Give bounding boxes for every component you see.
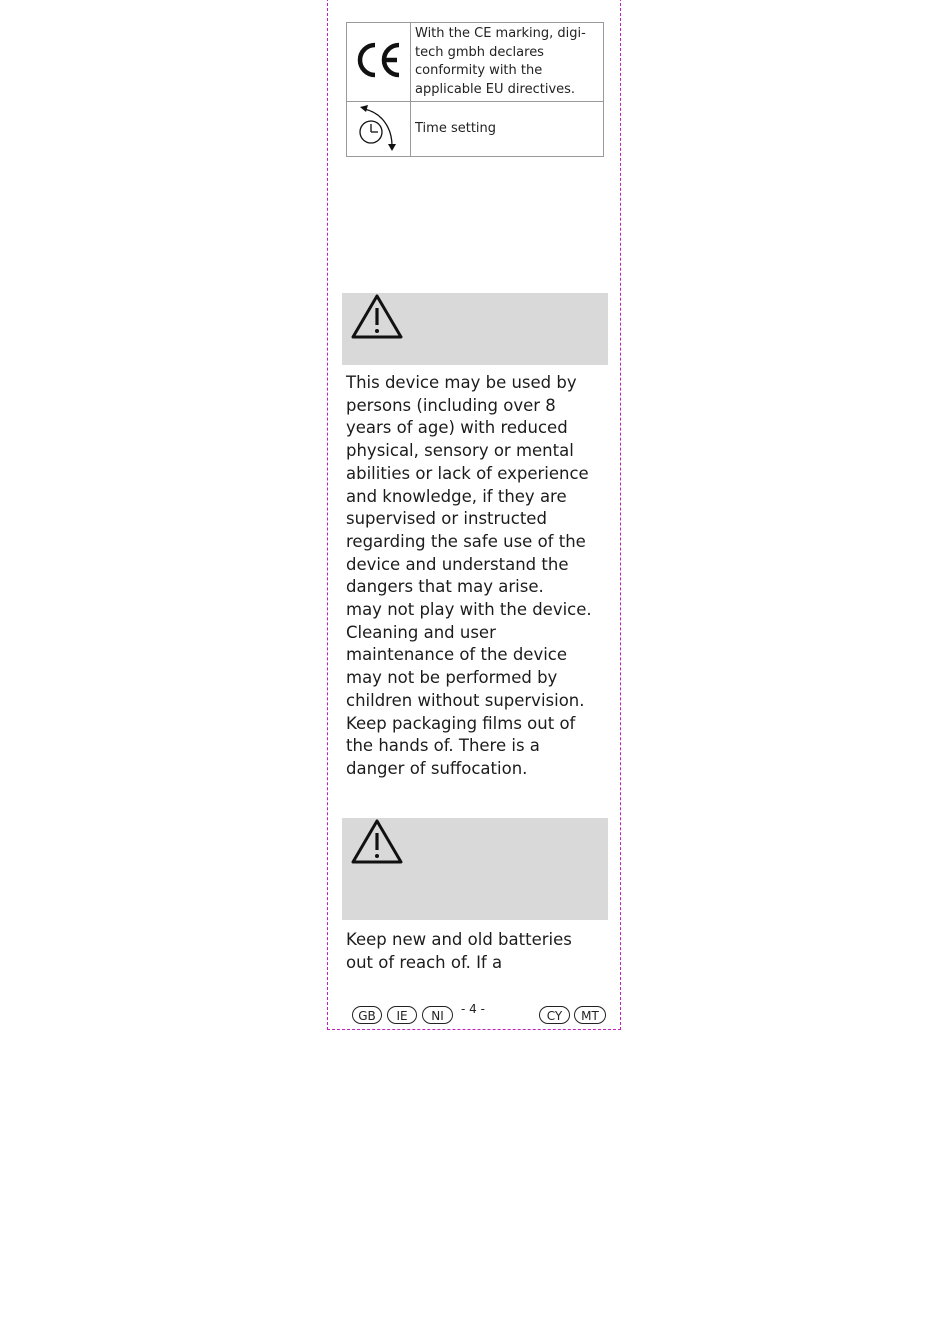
child-safety-text — [346, 372, 602, 781]
country-badge-ni: NI — [422, 1006, 453, 1024]
time-setting-description: Time setting — [411, 102, 604, 157]
country-badge-ie: IE — [387, 1006, 417, 1024]
ce-mark-icon — [354, 65, 404, 84]
table-row — [347, 102, 604, 157]
safety-text-part-4: . There is a danger of suffocation. — [346, 736, 540, 778]
symbols-table — [346, 22, 604, 157]
safety-text-part-2: over 8 years of age) with reduced physical, sensory or mental abilities or lack of experience and knowledge, if they are supervised or instructed regarding the safe use of the device and understand the dangers that may arise. — [346, 395, 589, 597]
page-footer — [350, 1002, 608, 1026]
country-badge-mt: MT — [574, 1006, 606, 1024]
battery-safety-text — [346, 929, 602, 974]
ce-description: With the CE marking, digi-tech gmbh declares conformity with the applicable EU directives. — [411, 23, 604, 102]
page-number: - 4 - — [461, 1002, 485, 1016]
table-row — [347, 23, 604, 102]
country-badge-cy: CY — [539, 1006, 570, 1024]
battery-text-part-2: . If a — [465, 952, 503, 972]
safety-text-part-3: may not play with the device. Cleaning and user maintenance of the device may not be performed by children without supervision. Keep packaging films out of the hands of — [346, 600, 592, 756]
country-badge-gb: GB — [352, 1006, 382, 1024]
battery-text-part-1: Keep new and old batteries out of reach of — [346, 930, 572, 972]
clock-rotate-icon — [354, 137, 404, 156]
warning-banner — [342, 818, 608, 920]
warning-banner — [342, 293, 608, 365]
symbol-cell — [347, 23, 411, 102]
warning-triangle-icon — [350, 818, 404, 866]
warning-triangle-icon — [350, 293, 404, 341]
safety-text-part-1: This device may be used by persons (including — [346, 373, 577, 415]
symbol-cell — [347, 102, 411, 157]
